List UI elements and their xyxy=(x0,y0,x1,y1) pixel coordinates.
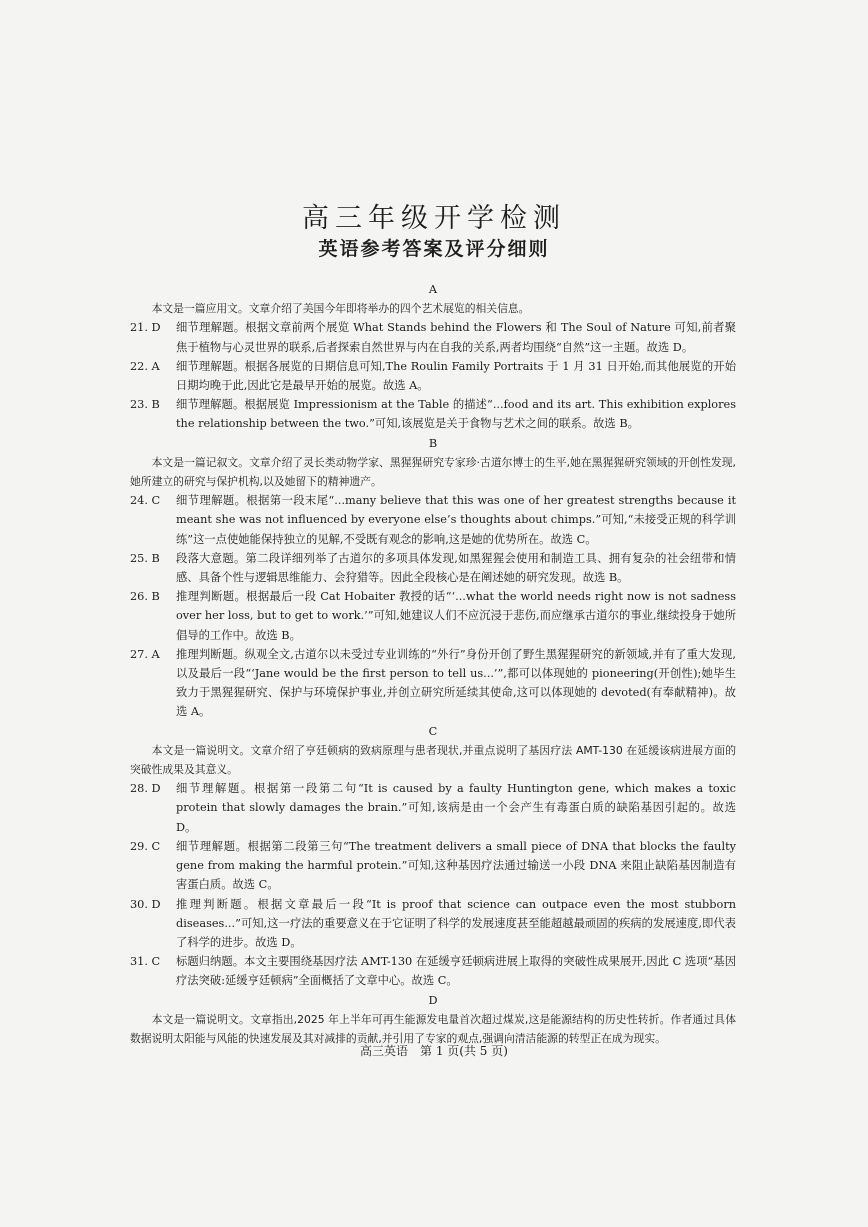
answer-explanation: 标题归纳题。本文主要围绕基因疗法 AMT-130 在延缓亨廷顿病进展上取得的突破性成果展开,因此 C 选项“基因疗法突破:延缓亨廷顿病”全面概括了文章中心。故选 C。 xyxy=(176,955,736,988)
answer-number: 23. B xyxy=(130,398,160,412)
answer-explanation: 细节理解题。根据展览 Impressionism at the Table 的描述“...food and its art. This exhibition explores the relationship between the two.”可知,该展览是关于食物与艺术之间的联系。故选 B。 xyxy=(176,398,736,431)
answer-item xyxy=(130,549,736,587)
section-d-intro: 本文是一篇说明文。文章指出,2025 年上半年可再生能源发电量首次超过煤炭,这是能源结构的历史性转折。作者通过具体数据说明太阳能与风能的快速发展及其对减排的贡献,并引用了专家的观点,强调向清洁能源的转型正在成为现实。 xyxy=(130,1012,736,1045)
answer-explanation: 段落大意题。第二段详细列举了古道尔的多项具体发现,如黑猩猩会使用和制造工具、拥有复杂的社会纽带和情感、具备个性与逻辑思维能力、会狩猎等。因此全段核心是在阐述她的研究发现。故选 B。 xyxy=(176,551,736,585)
answer-number: 27. A xyxy=(130,647,160,661)
answer-item xyxy=(130,357,736,395)
page-subtitle: 英语参考答案及评分细则 xyxy=(318,238,550,260)
section-a-intro: 本文是一篇应用文。文章介绍了美国今年即将举办的四个艺术展览的相关信息。 xyxy=(151,302,530,316)
section-b-intro: 本文是一篇记叙文。文章介绍了灵长类动物学家、黑猩猩研究专家珍·古道尔博士的生平,她在黑猩猩研究领域的开创性发现,她所建立的研究与保护机构,以及她留下的精神遗产。 xyxy=(130,455,736,489)
answer-explanation: 推理判断题。纵观全文,古道尔以未受过专业训练的“外行”身份开创了野生黑猩猩研究的新领域,并有了重大发现,以及最后一段“‘Jane would be the first person to tell us...’”,都可以体现她的 pioneering(开创性);她毕生致力于黑猩猩研究、保护与环境保护事业,并创立研究所延续其使命,这可以体现她的 devoted(有奉献精神)。故选 A。 xyxy=(176,647,736,719)
answer-explanation: 细节理解题。根据文章前两个展览 What Stands behind the Flowers 和 The Soul of Nature 可知,前者聚焦于植物与心灵世界的联系,后者探索自然世界与内在自我的关系,两者均围绕“自然”这一主题。故选 D。 xyxy=(176,321,736,354)
answer-explanation: 细节理解题。根据各展览的日期信息可知,The Roulin Family Portraits 于 1 月 31 日开始,而其他展览的开始日期均晚于此,因此它是最早开始的展览。故选 A。 xyxy=(176,359,736,393)
answer-number: 28. D xyxy=(130,782,161,796)
section-b-label: B xyxy=(428,436,438,450)
answer-content xyxy=(130,280,736,1048)
section-d-label: D xyxy=(428,993,438,1007)
answer-number: 29. C xyxy=(130,839,161,853)
answer-explanation: 推理判断题。根据最后一段 Cat Hobaiter 教授的话“‘...what the world needs right now is not sadness over her loss, but to get to work.’”可知,她建议人们不应沉浸于悲伤,而应继承古道尔的事业,继续投身于她所倡导的工作中。故选 B。 xyxy=(176,590,736,642)
answer-item xyxy=(130,395,736,433)
answer-explanation: 细节理解题。根据第一段第二句“It is caused by a faulty Huntington gene, which makes a toxic protein that slowly damages the brain.”可知,该病是由一个会产生有毒蛋白质的缺陷基因引起的。故选 D。 xyxy=(176,782,736,834)
answer-explanation: 推理判断题。根据文章最后一段“It is proof that science can outpace even the most stubborn diseases...”可知,这一疗法的重要意义在于它证明了科学的发展速度甚至能超越最顽固的疾病的发展速度,即代表了科学的进步。故选 D。 xyxy=(176,897,736,949)
section-c-intro: 本文是一篇说明文。文章介绍了亨廷顿病的致病原理与患者现状,并重点说明了基因疗法 AMT-130 在延缓该病进展方面的突破性成果及其意义。 xyxy=(130,743,736,777)
answer-explanation: 细节理解题。根据第一段末尾“...many believe that this was one of her greatest strengths because it meant she was not influenced by everyone else’s thoughts about chimps.”可知,“未接受正规的科学训练”这一点使她能保持独立的见解,不受既有观念的影响,这是她的优势所在。故选 C。 xyxy=(176,494,736,546)
answer-number: 22. A xyxy=(130,359,160,373)
answer-item xyxy=(130,952,736,990)
answer-item xyxy=(130,587,736,645)
answer-item xyxy=(130,779,736,837)
page-title: 高三年级开学检测 xyxy=(302,203,566,234)
answer-number: 21. D xyxy=(130,321,161,335)
answer-number: 26. B xyxy=(130,590,160,604)
answer-number: 24. C xyxy=(130,494,161,508)
answer-number: 30. D xyxy=(130,897,161,911)
answer-item xyxy=(130,645,736,722)
answer-explanation: 细节理解题。根据第二段第三句“The treatment delivers a small piece of DNA that blocks the faulty gene from making the harmful protein.”可知,这种基因疗法通过输送一小段 DNA 来阻止缺陷基因制造有害蛋白质。故选 C。 xyxy=(176,839,736,892)
answer-item xyxy=(130,837,736,895)
answer-item xyxy=(130,895,736,953)
section-c-label: C xyxy=(428,724,438,738)
answer-item xyxy=(130,491,736,549)
answer-number: 31. C xyxy=(130,955,161,969)
section-a-label: A xyxy=(428,283,438,296)
answer-item xyxy=(130,318,736,356)
page-footer: 高三英语 第 1 页(共 5 页) xyxy=(360,1044,508,1058)
answer-number: 25. B xyxy=(130,551,160,565)
